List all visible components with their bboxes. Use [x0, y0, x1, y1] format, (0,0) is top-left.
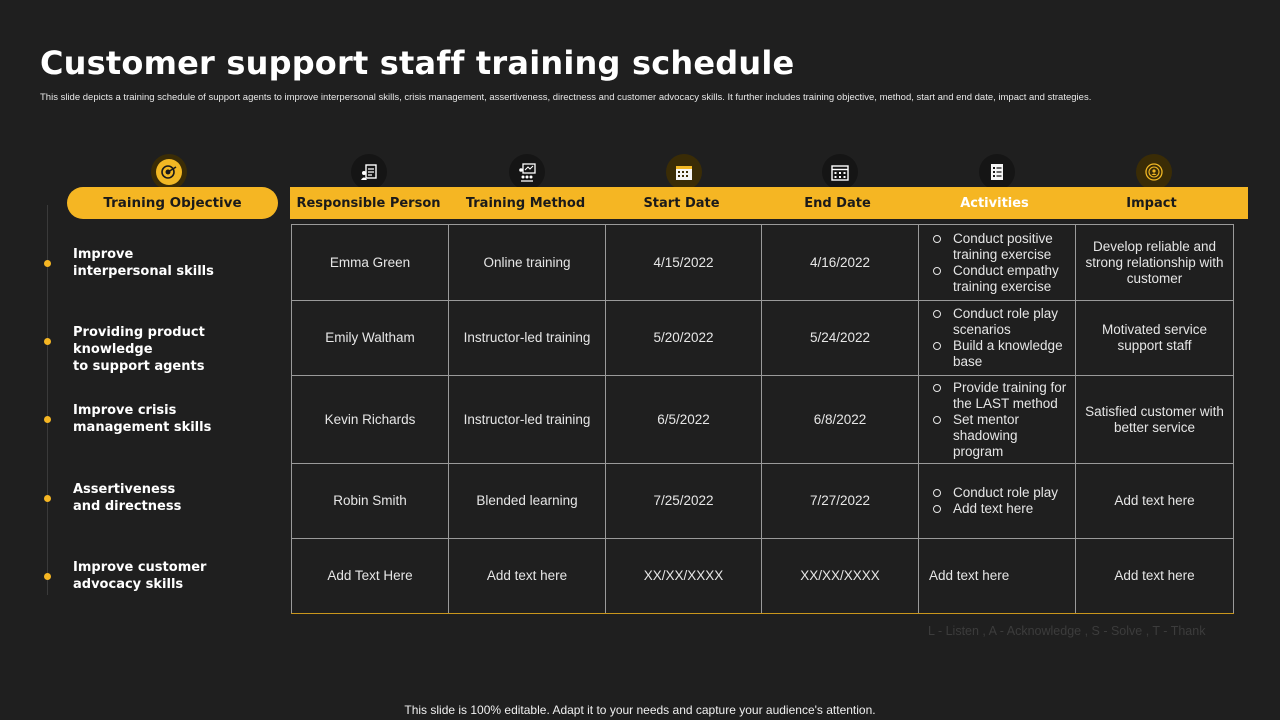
cell-end-date: 5/24/2022 [762, 301, 919, 376]
activity-item: Add text here [931, 501, 1069, 517]
cell-activities [919, 301, 1076, 376]
cell-person: Emma Green [292, 225, 449, 301]
header-training-objective: Training Objective [67, 187, 278, 219]
bullet-dot [44, 260, 51, 267]
header-responsible-person: Responsible Person [296, 195, 441, 211]
bullet-dot [44, 338, 51, 345]
table-row [292, 464, 1234, 539]
calendar-icon [822, 154, 858, 190]
objective-label: Improve interpersonal skills [73, 247, 214, 279]
bullet-dot [44, 495, 51, 502]
activity-item: Conduct role play scenarios [931, 306, 1069, 338]
activity-item: Conduct role play [931, 485, 1069, 501]
cell-person: Kevin Richards [292, 376, 449, 464]
objective-label: Assertiveness and directness [73, 482, 182, 514]
cell-start-date: 4/15/2022 [606, 225, 762, 301]
faint-note: L - Listen , A - Acknowledge , S - Solve , T - Thank [928, 624, 1206, 638]
cell-activities [919, 464, 1076, 539]
cell-impact: Add text here [1076, 464, 1234, 539]
activity-item: Conduct positive training exercise [931, 231, 1069, 263]
footer-note: This slide is 100% editable. Adapt it to your needs and capture your audience's attention. [404, 703, 876, 717]
bullet-dot [44, 416, 51, 423]
objective-label: Improve crisis management skills [73, 403, 212, 435]
header-end-date: End Date [804, 195, 871, 211]
target-icon [151, 154, 187, 190]
cell-method: Online training [449, 225, 606, 301]
cell-method: Add text here [449, 539, 606, 614]
cell-person: Robin Smith [292, 464, 449, 539]
cell-method: Instructor-led training [449, 376, 606, 464]
table-row [292, 225, 1234, 301]
header-training-method: Training Method [465, 195, 586, 211]
activity-item: Build a knowledge base [931, 338, 1069, 370]
table-row [292, 376, 1234, 464]
cell-method: Blended learning [449, 464, 606, 539]
table-row [292, 539, 1234, 614]
bullet-dot [44, 573, 51, 580]
cell-activities [919, 225, 1076, 301]
cell-method: Instructor-led training [449, 301, 606, 376]
objective-label: Improve customer advocacy skills [73, 560, 207, 592]
page-title: Customer support staff training schedule [40, 44, 795, 82]
cell-activities [919, 376, 1076, 464]
objective-label: Providing product knowledge to support agents [73, 325, 205, 374]
cell-end-date: 6/8/2022 [762, 376, 919, 464]
cell-impact: Develop reliable and strong relationship with customer [1076, 225, 1234, 301]
cell-start-date: 5/20/2022 [606, 301, 762, 376]
cell-end-date: 7/27/2022 [762, 464, 919, 539]
impact-icon [1136, 154, 1172, 190]
cell-impact: Motivated service support staff [1076, 301, 1234, 376]
calendar-icon [666, 154, 702, 190]
cell-start-date: 6/5/2022 [606, 376, 762, 464]
cell-person: Add Text Here [292, 539, 449, 614]
cell-activities: Add text here [919, 539, 1076, 614]
checklist-icon [979, 154, 1015, 190]
activity-item: Conduct empathy training exercise [931, 263, 1069, 295]
clipboard-person-icon [351, 154, 387, 190]
table-header [290, 187, 1248, 219]
cell-start-date: 7/25/2022 [606, 464, 762, 539]
header-impact: Impact [1126, 195, 1177, 211]
cell-end-date: 4/16/2022 [762, 225, 919, 301]
activity-item: Set mentor shadowing program [931, 412, 1069, 460]
cell-end-date: XX/XX/XXXX [762, 539, 919, 614]
table-row [292, 301, 1234, 376]
cell-person: Emily Waltham [292, 301, 449, 376]
presentation-icon [509, 154, 545, 190]
schedule-table [291, 224, 1234, 614]
cell-impact: Satisfied customer with better service [1076, 376, 1234, 464]
cell-impact: Add text here [1076, 539, 1234, 614]
activity-item: Provide training for the LAST method [931, 380, 1069, 412]
header-start-date: Start Date [643, 195, 720, 211]
page-subtitle: This slide depicts a training schedule of support agents to improve interpersonal skills, crisis management, assertiveness, directness and customer advocacy skills. It further includes training objective, method, start and end date, impact and strategies. [40, 92, 1092, 103]
cell-start-date: XX/XX/XXXX [606, 539, 762, 614]
header-activities: Activities [960, 195, 1029, 211]
